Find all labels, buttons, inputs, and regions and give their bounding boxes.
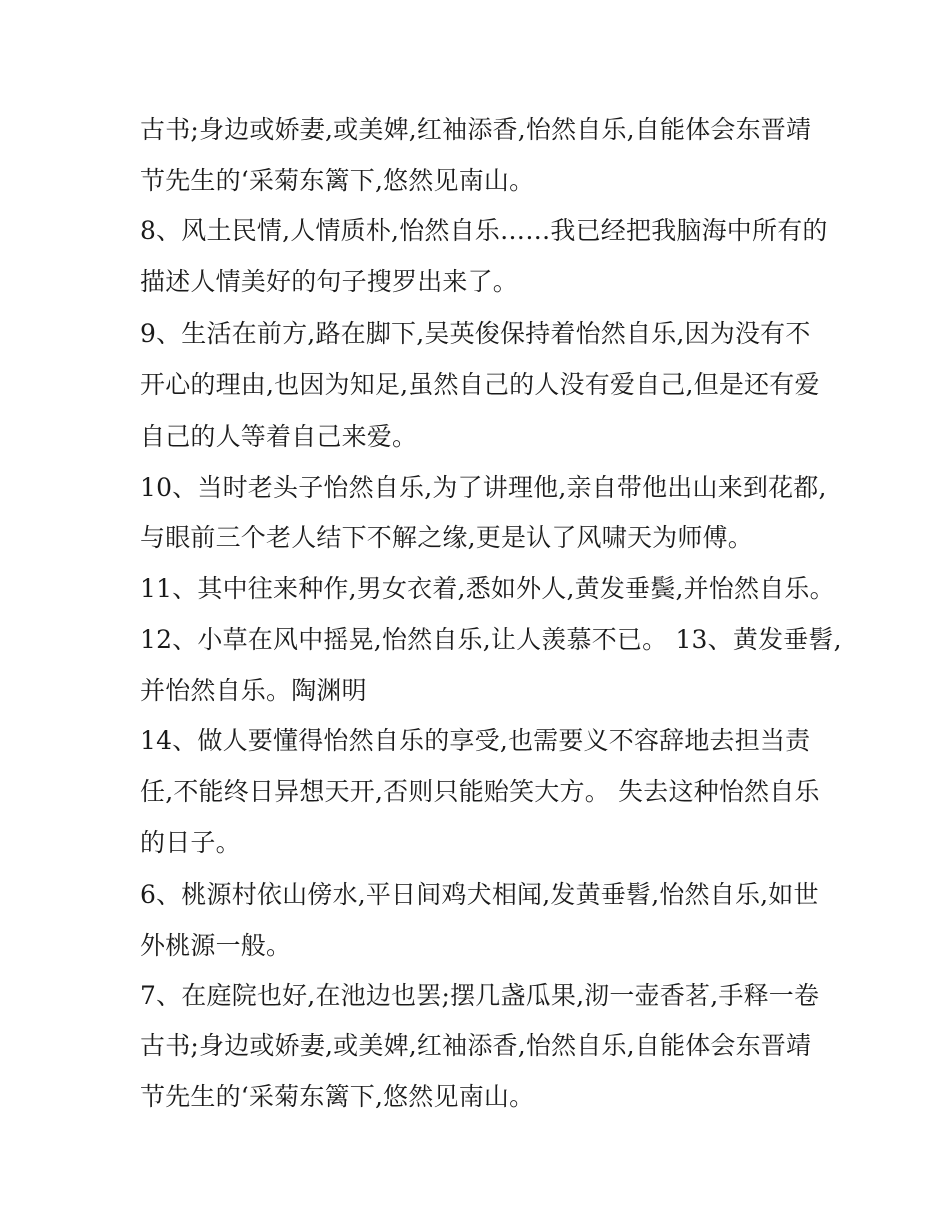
text-line: 开心的理由,也因为知足,虽然自己的人没有爱自己,但是还有爱: [140, 370, 820, 399]
text-line: 12、小草在风中摇晃,怡然自乐,让人羡慕不已。 13、黄发垂髫,: [140, 625, 842, 654]
text-line: 的日子。: [140, 828, 241, 857]
text-line: 古书;身边或娇妻,或美婢,红袖添香,怡然自乐,自能体会东晋靖: [140, 1031, 812, 1060]
text-line: 14、做人要懂得怡然自乐的享受,也需要义不容辞地去担当责: [140, 726, 811, 755]
text-line: 10、当时老头子怡然自乐,为了讲理他,亲自带他出山来到花都,: [140, 473, 827, 502]
text-line: 11、其中往来种作,男女衣着,悉如外人,黄发垂鬓,并怡然自乐。: [140, 574, 835, 603]
text-line: 描述人情美好的句子搜罗出来了。: [140, 267, 519, 296]
text-line: 8、风土民情,人情质朴,怡然自乐……我已经把我脑海中所有的: [140, 216, 828, 245]
text-line: 与眼前三个老人结下不解之缘,更是认了风啸天为师傅。: [140, 523, 753, 552]
text-line: 任,不能终日异想天开,否则只能贻笑大方。 失去这种怡然自乐: [140, 777, 820, 806]
text-line: 节先生的‘采菊东篱下,悠然见南山。: [140, 166, 535, 195]
text-line: 外桃源一般。: [140, 931, 292, 960]
text-line: 并怡然自乐。陶渊明: [140, 676, 367, 705]
text-line: 自己的人等着自己来爱。: [140, 422, 418, 451]
text-line: 7、在庭院也好,在池边也罢;摆几盏瓜果,沏一壶香茗,手释一卷: [140, 981, 820, 1010]
text-line: 9、生活在前方,路在脚下,吴英俊保持着怡然自乐,因为没有不: [140, 319, 811, 348]
text-line: 古书;身边或娇妻,或美婢,红袖添香,怡然自乐,自能体会东晋靖: [140, 115, 812, 144]
text-line: 节先生的‘采菊东篱下,悠然见南山。: [140, 1082, 535, 1111]
text-line: 6、桃源村依山傍水,平日间鸡犬相闻,发黄垂髫,怡然自乐,如世: [140, 880, 819, 909]
